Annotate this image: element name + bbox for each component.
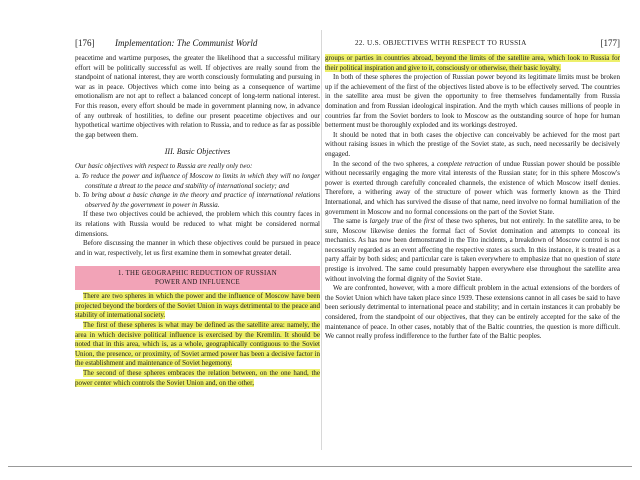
right-page-number: [177] bbox=[600, 38, 620, 48]
subheading-geographic-reduction: 1. THE GEOGRAPHIC REDUCTION OF RUSSIAN POWER AND INFLUENCE bbox=[75, 266, 320, 290]
paragraph: Before discussing the manner in which these objectives could be pursued in peace and in war, respectively, let us first examine them in somewhat greater detail. bbox=[75, 239, 320, 257]
paragraph: In the second of the two spheres, a complete retraction of undue Russian power should be possible without necessarily engaging the more vital interests of the Russian state; for in this sphere Moscow's power is exerted through carefully concealed channels, the existence of which Moscow itself denies. Therefore, a withering away of the structure of power which was formerly known as the Third International, and which has survived the disuse of that name, need involve no formal humiliation of the government in Moscow and no formal concessions on the part of the Soviet State. bbox=[325, 159, 620, 216]
objectives-intro: Our basic objectives with respect to Russia are really only two: bbox=[75, 162, 253, 171]
left-running-title: Implementation: The Communist World bbox=[115, 38, 258, 48]
highlighted-paragraph: There are two spheres in which the power and the influence of Moscow have been projected beyond the borders of the Soviet Union in ways detrimental to the peace and stability of international society. bbox=[75, 292, 320, 320]
objective-item: a. To reduce the power and influence of Moscow to limits in which they will no longer constitute a threat to the peace and stability of international society; and bbox=[75, 171, 320, 190]
paragraph: We are confronted, however, with a more difficult problem in the actual extensions of the borders of the Soviet Union which have taken place since 1939. These extensions cannot in all cases be said to have been seriously detrimental to international peace and stability; and in certain instances it can probably be considered, from the standpoint of our objectives, that they can be entirely accepted for the sake of the maintenance of peace. In other cases, notably that of the Baltic countries, the question is more difficult. We cannot really profess indifference to the further fate of the Baltic peoples. bbox=[325, 284, 620, 341]
bottom-rule bbox=[8, 466, 632, 467]
right-page bbox=[325, 38, 620, 342]
highlighted-paragraph: The first of these spheres is what may be defined as the satellite area: namely, the area in which decisive political influence is exercised by the Kremlin. It should be noted that in this area, which is, as a whole, geographically contiguous to the Soviet Union, the presence, or proximity, of Soviet armed power has been a decisive factor in the establishment and maintenance of Soviet hegemony. bbox=[75, 321, 320, 368]
left-page bbox=[75, 38, 320, 388]
paragraph: It should be noted that in both cases the objective can conceivably be achieved for the most part without raising issues in which the prestige of the Soviet state, as such, need necessarily be decisively engaged. bbox=[325, 130, 620, 158]
page-gutter bbox=[321, 30, 322, 450]
paragraph-continued: peacetime and wartime purposes, the greater the likelihood that a successful military effort will be politically successful as well. If objectives are really sound from the standpoint of national interest, they are worth consciously formulating and pursuing in war as in peace. Objectives which come into being as a consequence of wartime emotionalism are not apt to reflect a balanced concept of long-term national interest. For this reason, every effort should be made in government planning now, in advance of any outbreak of hostilities, to define our present peacetime objectives and our hypothetical wartime objectives with relation to Russia, and to reduce as far as possible the gap between them. bbox=[75, 54, 320, 139]
highlighted-paragraph: groups or parties in countries abroad, beyond the limits of the satellite area, which look to Russia for their political inspiration and give to it, consciously or otherwise, their basic loyalty. bbox=[325, 54, 620, 72]
paragraph: The same is largely true of the first of these two spheres, but not entirely. In the satellite area, to be sure, Moscow likewise denies the formal fact of Soviet domination and attempts to conceal its mechanics. As has now been demonstrated in the Tito incidents, a breakdown of Moscow control is not necessarily regarded as an event affecting the respective states as such. In this instance, it is treated as a party affair by both sides; and particular care is taken everywhere to emphasize that no question of state prestige is involved. The same could presumably happen everywhere else throughout the satellite area without involving the formal dignity of the Soviet State. bbox=[325, 217, 620, 283]
left-page-header bbox=[75, 38, 320, 50]
paragraph: If these two objectives could be achieved, the problem which this country faces in its relations with Russia would be reduced to what might be considered normal dimensions. bbox=[75, 210, 320, 238]
highlighted-paragraph: The second of these spheres embraces the relation between, on the one hand, the power center which controls the Soviet Union and, on the other, bbox=[75, 369, 320, 387]
section-heading: III. Basic Objectives bbox=[164, 147, 231, 157]
right-page-header bbox=[325, 38, 620, 50]
right-running-title: 22. U.S. OBJECTIVES WITH RESPECT TO RUSSIA bbox=[355, 39, 527, 47]
paragraph: In both of these spheres the projection of Russian power beyond its legitimate limits must be broken up if the achievement of the first of the objectives listed above is to be effectively served. The countries in the satellite area must be given the opportunity to free themselves fundamentally from Russia domination and from Russian ideological inspiration. And the myth which causes millions of people in countries far from the Soviet borders to look to Moscow as the outstanding source of hope for human betterment must be thoroughly exploded and its workings destroyed. bbox=[325, 73, 620, 130]
objective-item: b. To bring about a basic change in the theory and practice of international relations observed by the government in power in Russia. bbox=[75, 191, 320, 209]
left-page-number: [176] bbox=[75, 38, 95, 48]
